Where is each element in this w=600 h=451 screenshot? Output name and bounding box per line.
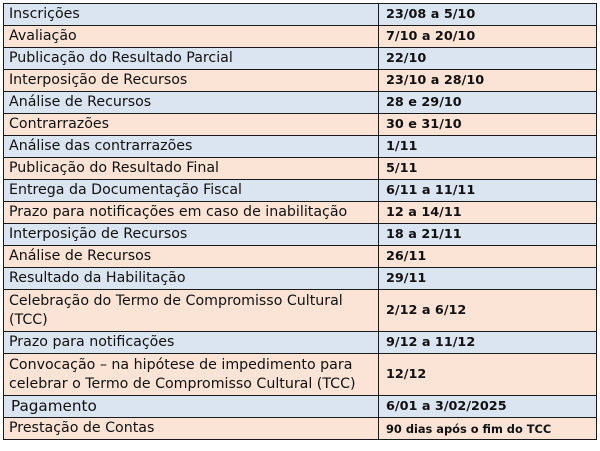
schedule-table (3, 3, 597, 440)
activity-cell: Análise das contrarrazões (4, 136, 379, 158)
table-row (4, 26, 597, 48)
activity-cell: Prestação de Contas (4, 418, 379, 440)
period-cell: 26/11 (379, 246, 597, 268)
table-row (4, 224, 597, 246)
activity-cell: Avaliação (4, 26, 379, 48)
activity-cell: Resultado da Habilitação (4, 268, 379, 290)
activity-cell: Celebração do Termo de Compromisso Cultural (TCC) (4, 290, 379, 332)
period-cell: 18 a 21/11 (379, 224, 597, 246)
activity-cell: Prazo para notificações em caso de inabilitação (4, 202, 379, 224)
period-cell: 2/12 a 6/12 (379, 290, 597, 332)
period-cell: 28 e 29/10 (379, 92, 597, 114)
period-cell: 90 dias após o fim do TCC (379, 418, 597, 440)
table-row (4, 246, 597, 268)
table-row (4, 180, 597, 202)
table-row (4, 202, 597, 224)
table-row (4, 70, 597, 92)
activity-cell: Pagamento (4, 396, 379, 418)
period-cell: 30 e 31/10 (379, 114, 597, 136)
table-row (4, 418, 597, 440)
table-row (4, 158, 597, 180)
period-cell: 6/11 a 11/11 (379, 180, 597, 202)
period-cell: 29/11 (379, 268, 597, 290)
activity-cell: Publicação do Resultado Parcial (4, 48, 379, 70)
period-cell: 7/10 a 20/10 (379, 26, 597, 48)
activity-cell: Publicação do Resultado Final (4, 158, 379, 180)
period-cell: 12 a 14/11 (379, 202, 597, 224)
activity-cell: Análise de Recursos (4, 92, 379, 114)
table-row (4, 48, 597, 70)
period-cell: 12/12 (379, 354, 597, 396)
table-row (4, 332, 597, 354)
table-row (4, 4, 597, 26)
period-cell: 23/08 a 5/10 (379, 4, 597, 26)
table-row (4, 354, 597, 396)
table-row (4, 396, 597, 418)
period-cell: 1/11 (379, 136, 597, 158)
period-cell: 23/10 a 28/10 (379, 70, 597, 92)
table-row (4, 114, 597, 136)
activity-cell: Análise de Recursos (4, 246, 379, 268)
table-row (4, 290, 597, 332)
period-cell: 5/11 (379, 158, 597, 180)
activity-cell: Prazo para notificações (4, 332, 379, 354)
activity-cell: Contrarrazões (4, 114, 379, 136)
period-cell: 6/01 a 3/02/2025 (379, 396, 597, 418)
activity-cell: Interposição de Recursos (4, 70, 379, 92)
activity-cell: Convocação – na hipótese de impedimento para celebrar o Termo de Compromisso Cultural (TCC) (4, 354, 379, 396)
activity-cell: Interposição de Recursos (4, 224, 379, 246)
activity-cell: Entrega da Documentação Fiscal (4, 180, 379, 202)
table-row (4, 92, 597, 114)
period-cell: 9/12 a 11/12 (379, 332, 597, 354)
table-row (4, 268, 597, 290)
activity-cell: Inscrições (4, 4, 379, 26)
period-cell: 22/10 (379, 48, 597, 70)
table-row (4, 136, 597, 158)
